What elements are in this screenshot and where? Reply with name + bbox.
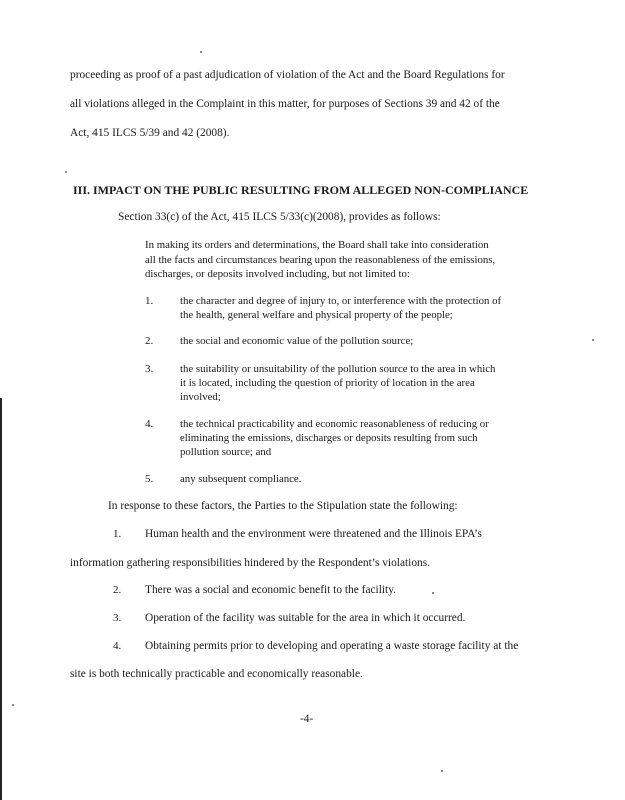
response-number-3: 3. bbox=[113, 612, 122, 624]
para1-line1: proceeding as proof of a past adjudication of violation of the Act and the Board Regulations for bbox=[70, 69, 505, 81]
scan-speck bbox=[65, 171, 67, 173]
response-number-4: 4. bbox=[113, 640, 122, 652]
quote-item-text: any subsequent compliance. bbox=[180, 473, 302, 485]
scan-speck bbox=[432, 592, 434, 594]
scan-speck bbox=[441, 770, 443, 772]
response-number-2: 2. bbox=[113, 584, 122, 596]
response-p4-line2: site is both technically practicable and economically reasonable. bbox=[70, 668, 363, 680]
page-number: -4- bbox=[300, 713, 314, 725]
section-intro: Section 33(c) of the Act, 415 ILCS 5/33(c)(2008), provides as follows: bbox=[118, 211, 441, 223]
quote-item-text: involved; bbox=[180, 391, 221, 403]
quote-item-text: the health, general welfare and physical property of the people; bbox=[180, 309, 453, 321]
quote-item-number: 4. bbox=[145, 418, 154, 430]
scan-speck bbox=[200, 51, 202, 53]
section-heading: III. IMPACT ON THE PUBLIC RESULTING FROM ALLEGED NON-COMPLIANCE bbox=[73, 183, 529, 197]
quote-item-number: 5. bbox=[145, 473, 154, 485]
scan-edge bbox=[0, 398, 2, 800]
quote-item-number: 1. bbox=[145, 295, 154, 307]
quote-item-number: 3. bbox=[145, 363, 154, 375]
response-p1-line2: information gathering responsibilities hindered by the Respondent’s violations. bbox=[70, 557, 431, 569]
response-p1-line1: Human health and the environment were threatened and the Illinois EPA’s bbox=[145, 528, 482, 540]
quote-item-text: the suitability or unsuitability of the pollution source to the area in which bbox=[180, 363, 496, 375]
quote-item-text: the character and degree of injury to, or interference with the protection of bbox=[180, 295, 502, 307]
quote-line2: all the facts and circumstances bearing upon the reasonableness of the emissions, bbox=[145, 254, 496, 266]
quote-item-text: the social and economic value of the pollution source; bbox=[180, 335, 414, 347]
response-number-1: 1. bbox=[113, 528, 122, 540]
quote-item-text: eliminating the emissions, discharges or deposits resulting from such bbox=[180, 432, 478, 444]
response-intro: In response to these factors, the Parties to the Stipulation state the following: bbox=[108, 500, 458, 512]
para1-line2: all violations alleged in the Complaint in this matter, for purposes of Sections 39 and 42 of the bbox=[70, 98, 500, 110]
response-p3-text: Operation of the facility was suitable for the area in which it occurred. bbox=[145, 612, 466, 624]
quote-item-number: 2. bbox=[145, 335, 154, 347]
quote-item-text: it is located, including the question of priority of location in the area bbox=[180, 377, 475, 389]
para1-line3: Act, 415 ILCS 5/39 and 42 (2008). bbox=[70, 127, 230, 139]
quote-item-text: pollution source; and bbox=[180, 446, 272, 458]
response-p4-line1: Obtaining permits prior to developing and operating a waste storage facility at the bbox=[145, 640, 519, 652]
scan-speck bbox=[12, 704, 14, 706]
response-p2-text: There was a social and economic benefit to the facility. bbox=[145, 584, 397, 596]
scan-speck bbox=[592, 339, 594, 341]
quote-item-text: the technical practicability and economic reasonableness of reducing or bbox=[180, 418, 489, 430]
quote-line1: In making its orders and determinations, the Board shall take into consideration bbox=[145, 239, 489, 251]
quote-line3: discharges, or deposits involved including, but not limited to: bbox=[145, 268, 410, 280]
